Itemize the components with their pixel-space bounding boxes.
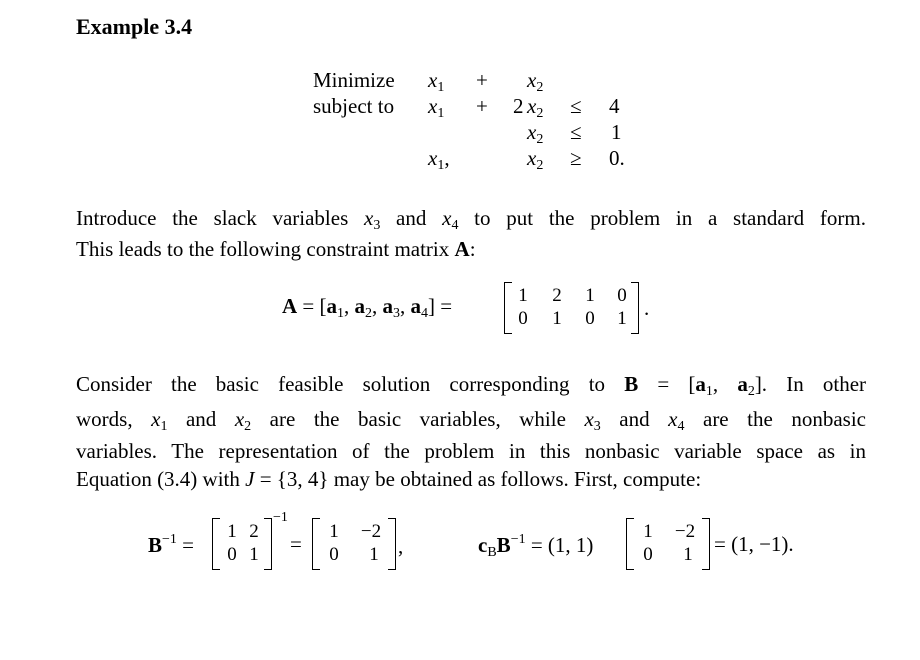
para2-line1: Consider the basic feasible solution corresponding to $B = [a_1$, $a_2$]. In other — [76, 372, 867, 399]
eq-Binv-lhs: $B^{-1}$ = — [148, 532, 195, 557]
matrix-A-cell: 1 — [518, 285, 528, 306]
eq-cBBinv-lhs: $c_BB^{-1} = (1$, 1) — [478, 532, 594, 560]
lp-nonneg-x2: $x_2$ — [527, 146, 544, 173]
lp-c1-x1: $x_1$ — [428, 94, 445, 121]
matrix-Binv-2-cell: −2 — [674, 521, 696, 542]
para1-line1: Introduce the slack variables $x_3$ and $x_4$ to put the problem in a standard form. — [76, 206, 866, 233]
lp-nonneg-rhs: 0. — [609, 146, 625, 170]
matrix-A-right-bracket — [631, 282, 639, 334]
matrix-A-cell: 0 — [617, 285, 627, 306]
matrix-B-inverse-sup: −1 — [273, 510, 288, 525]
matrix-B-right-bracket — [264, 518, 272, 570]
matrix-Binv-2-cell: 1 — [643, 521, 653, 542]
matrix-A-cell: 1 — [617, 308, 627, 329]
lp-obj-x1: $x_1$ — [428, 68, 445, 95]
matrix-B-cell: 0 — [227, 544, 237, 565]
matrix-A-cell: 0 — [585, 308, 595, 329]
matrix-B-cell: 1 — [249, 544, 259, 565]
eq-cBBinv-result: = (1, −1). — [714, 532, 794, 556]
matrix-B-cell: 2 — [249, 521, 259, 542]
para2-line4: Equation (3.4) with J = {3, 4} may be obtained as follows. First, compute: — [76, 467, 702, 491]
matrix-Binv-cell: 0 — [329, 544, 339, 565]
matrix-A-cell: 2 — [552, 285, 562, 306]
lp-nonneg-ge: ≥ — [570, 146, 582, 170]
matrix-A-cell: 1 — [552, 308, 562, 329]
lp-c1-le: ≤ — [570, 94, 582, 118]
matrix-Binv-left-bracket — [312, 518, 320, 570]
lp-obj-x2: $x_2$ — [527, 68, 544, 95]
example-title: Example 3.4 — [76, 14, 193, 39]
lp-c2-le: ≤ — [570, 120, 582, 144]
matrix-A — [504, 282, 644, 336]
eq-A-lhs: $A = [a_1$, $a_2$, $a_3$, $a_4$] = — [282, 294, 453, 321]
eq-A-period: . — [644, 296, 650, 320]
matrix-A-cell: 1 — [585, 285, 595, 306]
matrix-Binv-2-cell: 1 — [683, 544, 693, 565]
matrix-Binv-2 — [626, 518, 718, 572]
lp-c1-coef: 2 — [513, 94, 524, 118]
matrix-B-left-bracket — [212, 518, 220, 570]
matrix-Binv-cell: 1 — [329, 521, 339, 542]
matrix-Binv-2-left-bracket — [626, 518, 634, 570]
eq-Binv-comma: , — [398, 534, 404, 558]
matrix-B — [212, 518, 282, 572]
para2-line3: variables. The representation of the problem in this nonbasic variable space as in — [76, 439, 866, 463]
lp-c1-x2: $x_2$ — [527, 94, 544, 121]
matrix-Binv — [312, 518, 404, 572]
matrix-Binv-right-bracket — [388, 518, 396, 570]
matrix-B-cell: 1 — [227, 521, 237, 542]
lp-minimize-label: Minimize — [313, 68, 395, 92]
matrix-A-left-bracket — [504, 282, 512, 334]
lp-c2-rhs: 1 — [611, 120, 622, 144]
matrix-Binv-cell: 1 — [369, 544, 379, 565]
lp-c1-plus: + — [476, 94, 488, 118]
lp-nonneg-x1: $x_1$, — [428, 146, 450, 173]
matrix-Binv-2-right-bracket — [702, 518, 710, 570]
lp-obj-plus: + — [476, 68, 488, 92]
para1-line2: This leads to the following constraint matrix A: — [76, 237, 476, 261]
lp-c2-x2: $x_2$ — [527, 120, 544, 147]
lp-subject-to-label: subject to — [313, 94, 395, 118]
matrix-Binv-cell: −2 — [360, 521, 382, 542]
lp-c1-rhs: 4 — [609, 94, 620, 118]
eq-Binv-equals: = — [290, 532, 302, 556]
para2-line2: words, $x_1$ and $x_2$ are the basic variables, while $x_3$ and $x_4$ are the nonbasic — [76, 407, 866, 434]
matrix-A-cell: 0 — [518, 308, 528, 329]
matrix-Binv-2-cell: 0 — [643, 544, 653, 565]
